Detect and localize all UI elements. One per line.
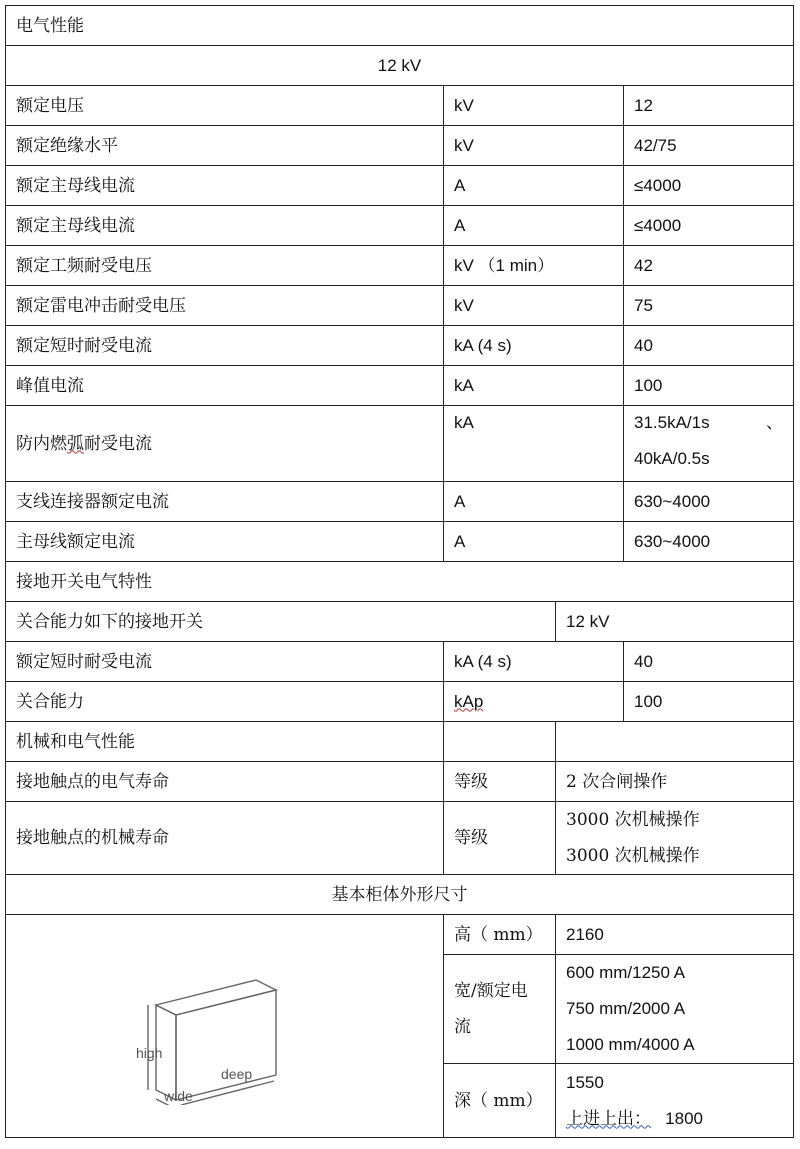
value-cell: ≤4000 [624, 206, 794, 246]
param-cell [6, 406, 444, 482]
box-front-face [176, 990, 276, 1100]
value-cell: 100 [624, 366, 794, 406]
wide-label: wide [164, 1088, 193, 1104]
dim-value-prefix: 上进上出： [566, 1108, 651, 1129]
param-text: 弧 [67, 433, 84, 454]
dim-value-line: 1550 [566, 1072, 604, 1092]
table-row [6, 642, 794, 682]
dim-value [556, 955, 794, 1064]
param-cell: 支线连接器额定电流 [6, 482, 444, 522]
value-cell: 40 [624, 326, 794, 366]
unit-cell: kA [444, 406, 624, 482]
value-cell: ≤4000 [624, 166, 794, 206]
param-cell: 额定电压 [6, 86, 444, 126]
value-line: 3000 次机械操作 [566, 846, 700, 866]
section-title-mech: 机械和电气性能 [6, 722, 444, 762]
param-cell: 额定绝缘水平 [6, 126, 444, 166]
earthing-capacity-value: 12 kV [556, 602, 794, 642]
unit-cell: 等级 [444, 802, 556, 875]
unit-cell: kV [444, 86, 624, 126]
section-title-electrical: 电气性能 [6, 6, 794, 46]
voltage-header: 12 kV [6, 46, 794, 86]
value-separator: 、 [766, 413, 783, 432]
empty-cell [444, 722, 556, 762]
high-label: high [136, 1045, 163, 1061]
dim-value: 2160 [556, 915, 794, 955]
table-row [6, 206, 794, 246]
value-cell: 40 [624, 642, 794, 682]
table-row [6, 86, 794, 126]
param-text: 防内燃 [16, 433, 67, 454]
voltage-header-row [6, 46, 794, 86]
section-title-earthing: 接地开关电气特性 [6, 562, 794, 602]
table-row [6, 802, 794, 875]
unit-cell: kA (4 s) [444, 326, 624, 366]
value-cell: 630~4000 [624, 482, 794, 522]
table-row-arc [6, 406, 794, 482]
dim-value-line: 750 mm/2000 A [566, 999, 686, 1018]
unit-cell: A [444, 482, 624, 522]
dims-row-height [6, 915, 794, 955]
value-cell: 630~4000 [624, 522, 794, 562]
table-row [6, 682, 794, 722]
dim-value-line: 600 mm/1250 A [566, 963, 686, 982]
value-cell: 100 [624, 682, 794, 722]
cabinet-diagram-icon [126, 975, 286, 1105]
unit-cell: A [444, 206, 624, 246]
cabinet-diagram-cell [6, 915, 444, 1138]
dim-value-line: 1000 mm/4000 A [566, 1035, 695, 1054]
value-cell [624, 406, 794, 482]
dim-value [556, 1064, 794, 1138]
unit-cell: A [444, 166, 624, 206]
spec-table [5, 5, 794, 1138]
param-text: 耐受电流 [84, 433, 152, 454]
param-cell: 额定短时耐受电流 [6, 642, 444, 682]
value-cell: 42 [624, 246, 794, 286]
section-row [6, 6, 794, 46]
param-cell: 峰值电流 [6, 366, 444, 406]
depth-dimension-line [181, 1081, 274, 1105]
table-row [6, 482, 794, 522]
table-row [6, 602, 794, 642]
table-row [6, 326, 794, 366]
dim-label-line: 流 [454, 1017, 471, 1037]
table-row [6, 366, 794, 406]
unit-text: kAp [454, 691, 484, 711]
section-row [6, 562, 794, 602]
earthing-capacity-label: 关合能力如下的接地开关 [6, 602, 556, 642]
param-cell: 接地触点的电气寿命 [6, 762, 444, 802]
param-cell: 接地触点的机械寿命 [6, 802, 444, 875]
dim-label [444, 955, 556, 1064]
table-row [6, 246, 794, 286]
value-cell: 42/75 [624, 126, 794, 166]
section-row [6, 722, 794, 762]
value-line: 40kA/0.5s [634, 449, 710, 468]
unit-cell: kA (4 s) [444, 642, 624, 682]
unit-cell: 等级 [444, 762, 556, 802]
empty-cell [556, 722, 794, 762]
value-line: 3000 次机械操作 [566, 810, 700, 830]
dim-label: 高（ mm） [444, 915, 556, 955]
param-cell: 主母线额定电流 [6, 522, 444, 562]
value-cell [556, 802, 794, 875]
dim-label: 深（ mm） [444, 1064, 556, 1138]
unit-cell: kV [444, 286, 624, 326]
value-line: 31.5kA/1s [634, 413, 710, 432]
box-top-face [156, 980, 276, 1015]
table-row [6, 166, 794, 206]
deep-label: deep [221, 1066, 253, 1082]
section-title-dims: 基本柜体外形尺寸 [6, 875, 794, 915]
param-cell: 额定工频耐受电压 [6, 246, 444, 286]
param-cell: 额定短时耐受电流 [6, 326, 444, 366]
table-row [6, 286, 794, 326]
param-cell: 额定雷电冲击耐受电压 [6, 286, 444, 326]
dim-value-number: 1800 [665, 1108, 703, 1128]
param-cell: 额定主母线电流 [6, 166, 444, 206]
unit-cell [444, 682, 624, 722]
value-cell: 2 次合闸操作 [556, 762, 794, 802]
dim-label-line: 宽/额定电 [454, 981, 528, 1001]
param-cell: 额定主母线电流 [6, 206, 444, 246]
unit-cell: kV [444, 126, 624, 166]
table-row [6, 522, 794, 562]
unit-cell: A [444, 522, 624, 562]
value-cell: 75 [624, 286, 794, 326]
table-row [6, 126, 794, 166]
param-cell: 关合能力 [6, 682, 444, 722]
section-row [6, 875, 794, 915]
table-row [6, 762, 794, 802]
unit-cell: kV （1 min） [444, 246, 624, 286]
value-cell: 12 [624, 86, 794, 126]
unit-cell: kA [444, 366, 624, 406]
dim-value-line [566, 1101, 783, 1137]
